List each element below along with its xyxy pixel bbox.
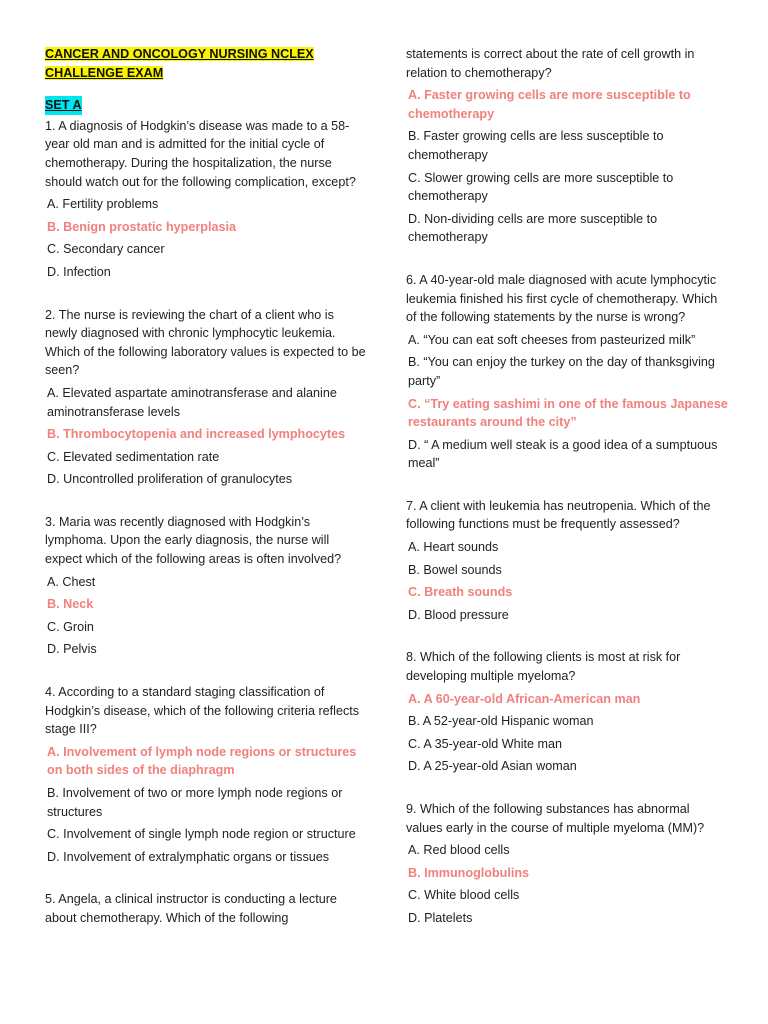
option-c: C. Involvement of single lymph node region or structure	[47, 827, 356, 842]
option-a: A. Elevated aspartate aminotransferase and alanine aminotransferase levels	[47, 385, 337, 419]
option-d: D. Blood pressure	[408, 607, 509, 622]
option-a: A. Chest	[47, 574, 96, 589]
option-d: D. Involvement of extralymphatic organs or tissues	[47, 849, 330, 864]
question-5-start	[45, 890, 367, 927]
option-d: D. Non-dividing cells are more susceptible to chemotherapy	[408, 211, 658, 245]
option-b: B. A 52-year-old Hispanic woman	[408, 714, 594, 729]
question-text: 5. Angela, a clinical instructor is conducting a lecture about chemotherapy. Which of the following	[45, 892, 337, 925]
question-1	[45, 117, 367, 282]
option-c: C. Secondary cancer	[47, 242, 165, 257]
document-title	[45, 45, 367, 82]
question-6	[406, 271, 728, 473]
option-b: B. “You can enjoy the turkey on the day of thanksgiving party”	[408, 355, 715, 388]
option-b-correct: B. Neck	[47, 597, 94, 612]
question-9	[406, 800, 728, 928]
option-d: D. Infection	[47, 264, 111, 279]
left-column	[45, 45, 367, 928]
option-c-correct: C. “Try eating sashimi in one of the famous Japanese restaurants around the city”	[408, 396, 728, 430]
option-a-correct: A. Involvement of lymph node regions or structures on both sides of the diaphragm	[47, 744, 357, 778]
question-text: 8. Which of the following clients is most at risk for developing multiple myeloma?	[406, 650, 681, 684]
option-b-correct: B. Immunoglobulins	[408, 865, 530, 880]
title-line-2: CHALLENGE EXAM	[45, 65, 164, 80]
option-a-correct: A. A 60-year-old African-American man	[408, 691, 641, 706]
option-b: B. Involvement of two or more lymph node regions or structures	[47, 786, 343, 819]
question-text: 7. A client with leukemia has neutropenia. Which of the following functions must be frequently assessed?	[406, 498, 711, 532]
option-c-correct: C. Breath sounds	[408, 585, 513, 600]
option-a: A. “You can eat soft cheeses from pasteurized milk”	[408, 332, 696, 347]
option-c: C. A 35-year-old White man	[408, 736, 562, 751]
question-8	[406, 648, 728, 776]
option-d: D. Platelets	[408, 910, 473, 925]
question-7	[406, 497, 728, 625]
option-c: C. Slower growing cells are more susceptible to chemotherapy	[408, 170, 674, 204]
question-text-continued: statements is correct about the rate of cell growth in relation to chemotherapy?	[406, 47, 695, 80]
question-2	[45, 306, 367, 489]
option-d: D. A 25-year-old Asian woman	[408, 759, 577, 774]
question-text: 4. According to a standard staging classification of Hodgkin’s disease, which of the following criteria reflects stage III?	[45, 685, 360, 737]
option-b: B. Bowel sounds	[408, 562, 502, 577]
question-text: 2. The nurse is reviewing the chart of a client who is newly diagnosed with chronic lymphocytic leukemia. Which of the following laboratory values is expected to be seen?	[45, 307, 366, 378]
option-c: C. Elevated sedimentation rate	[47, 449, 220, 464]
question-text: 6. A 40-year-old male diagnosed with acute lymphocytic leukemia finished his first cycle of chemotherapy. Which of the following statements by the nurse is wrong?	[406, 272, 718, 325]
option-a-correct: A. Faster growing cells are more susceptible to chemotherapy	[408, 88, 691, 121]
right-column	[406, 45, 728, 928]
option-a: A. Fertility problems	[47, 197, 159, 212]
question-text: 3. Maria was recently diagnosed with Hodgkin’s lymphoma. Upon the early diagnosis, the nurse will expect which of the following areas is often involved?	[45, 514, 342, 567]
question-text: 1. A diagnosis of Hodgkin’s disease was made to a 58- year old man and is admitted for the initial cycle of chemotherapy. During the hospitalization, the nurse should watch out for the following complication, except?	[45, 118, 356, 189]
option-a: A. Red blood cells	[408, 843, 510, 858]
question-3	[45, 513, 367, 659]
question-4	[45, 683, 367, 866]
option-c: C. Groin	[47, 619, 94, 634]
option-a: A. Heart sounds	[408, 540, 499, 555]
option-d: D. “ A medium well steak is a good idea of a sumptuous meal”	[408, 437, 718, 471]
question-5-continued	[406, 45, 728, 247]
option-b-correct: B. Thrombocytopenia and increased lymphocytes	[47, 427, 346, 442]
question-text: 9. Which of the following substances has abnormal values early in the course of multiple myeloma (MM)?	[406, 802, 705, 835]
option-d: D. Pelvis	[47, 642, 97, 657]
title-line-1: CANCER AND ONCOLOGY NURSING NCLEX	[45, 47, 314, 61]
option-b-correct: B. Benign prostatic hyperplasia	[47, 219, 236, 234]
set-label: SET A	[45, 96, 82, 115]
option-c: C. White blood cells	[408, 888, 520, 903]
option-d: D. Uncontrolled proliferation of granulocytes	[47, 472, 293, 487]
option-b: B. Faster growing cells are less susceptible to chemotherapy	[408, 129, 664, 162]
